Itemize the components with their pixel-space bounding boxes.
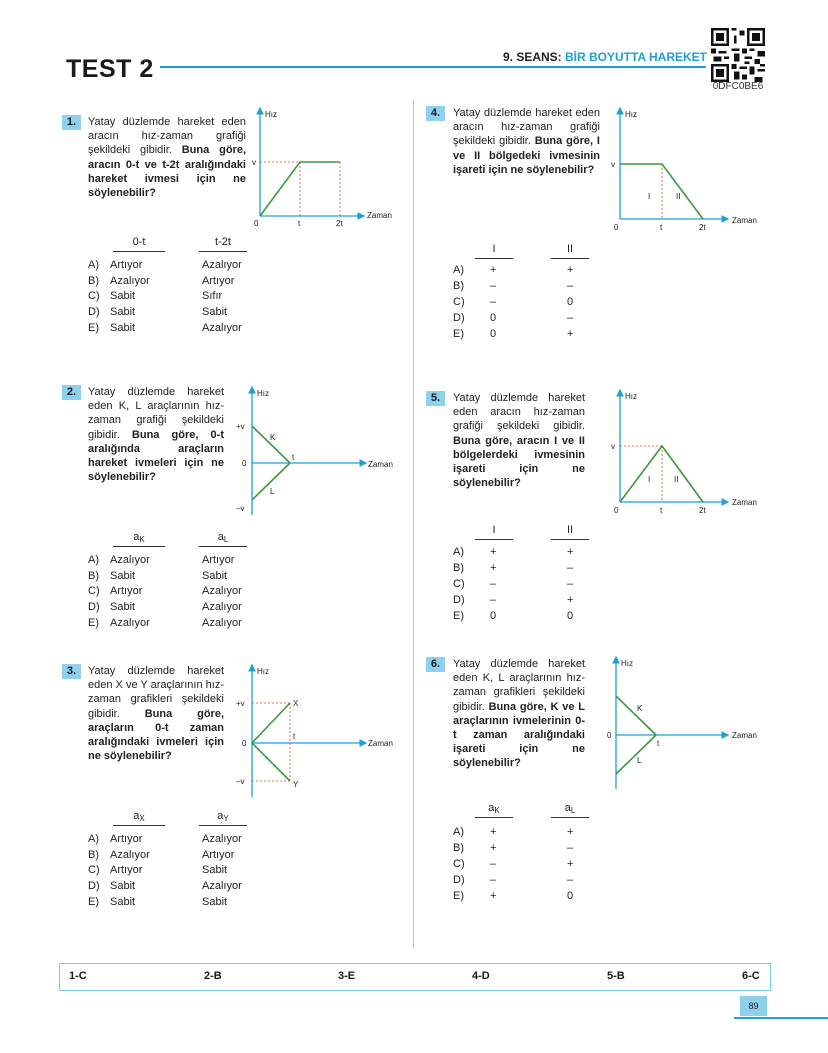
answer-1: 1-C [69, 970, 87, 982]
option-value: – [490, 874, 497, 886]
option-value: Sabit [110, 895, 136, 908]
label-x: X [293, 699, 299, 708]
option-value: Artıyor [110, 259, 143, 271]
column-underline [113, 825, 165, 826]
column-header: 0-t [132, 236, 146, 248]
option-value: Azalıyor [202, 880, 242, 893]
column-underline [199, 546, 247, 547]
question-4-options [453, 243, 653, 353]
option-value: Azalıyor [110, 554, 150, 566]
option-letter: A) [453, 546, 464, 558]
option-value: + [567, 546, 574, 558]
question-6-graph [604, 653, 774, 793]
axis-time: Zaman [367, 211, 392, 220]
option-value: Azalıyor [110, 616, 150, 629]
option-letter: C) [453, 858, 465, 870]
question-1-options [88, 236, 288, 346]
column-header: $a_L$ [564, 802, 576, 815]
axis-speed: Hız [257, 389, 269, 398]
session-topic: BİR BOYUTTA HAREKET [565, 50, 707, 64]
question-1-text [88, 115, 246, 200]
label-plus-v: +v [236, 699, 245, 708]
label-t: t [293, 732, 296, 741]
question-2-graph [232, 383, 402, 519]
option-value: 0 [567, 296, 574, 308]
option-letter: D) [88, 306, 100, 319]
label-plus-v: +v [236, 422, 245, 431]
option-letter: C) [453, 296, 465, 308]
region-i: I [648, 475, 651, 484]
axis-time: Zaman [368, 460, 393, 469]
question-3-graph [232, 661, 402, 801]
option-value: Sabit [110, 321, 136, 334]
label-v: v [611, 160, 615, 169]
option-value: Azalıyor [202, 601, 242, 614]
option-letter: A) [88, 833, 99, 845]
axis-speed: Hız [265, 110, 277, 119]
label-zero: 0 [254, 219, 259, 228]
option-value: Sabit [202, 864, 228, 877]
option-value: Sabit [110, 569, 136, 582]
option-value: Sabit [202, 895, 228, 908]
option-value: – [490, 594, 497, 606]
region-ii: II [676, 192, 681, 201]
option-letter: B) [88, 569, 99, 582]
axis-speed: Hız [257, 667, 269, 676]
question-number-6: 6. [426, 657, 445, 672]
option-value: Azalıyor [202, 585, 242, 598]
label-minus-v: –v [236, 504, 245, 513]
option-value: Artıyor [202, 848, 235, 861]
option-letter: D) [453, 594, 465, 606]
option-value: Sıfır [202, 290, 223, 303]
option-letter: C) [88, 864, 100, 877]
option-value: – [567, 874, 574, 886]
axis-speed: Hız [625, 392, 637, 401]
label-t: t [657, 739, 660, 748]
option-value: Sabit [110, 880, 136, 893]
option-value: – [490, 578, 497, 590]
label-t: t [660, 223, 663, 232]
label-2t: 2t [699, 223, 706, 232]
column-header: I [492, 524, 496, 536]
option-value: Artıyor [202, 274, 235, 287]
page-number: 89 [740, 996, 767, 1016]
option-value: + [490, 890, 497, 902]
header-rule [160, 66, 706, 68]
option-letter: A) [453, 264, 464, 276]
question-5-options [453, 524, 653, 634]
column-underline [475, 817, 513, 818]
answer-6: 6-C [742, 970, 760, 982]
axis-speed: Hız [625, 110, 637, 119]
question-6-stem: Yatay düzlemde hareket eden K, L araçlarının hız-zaman grafikleri şekildeki gibidir. [453, 658, 585, 713]
column-header: I [492, 243, 496, 255]
question-5-prompt: Buna göre, aracın I ve II bölgelerdeki ivmesinin işareti için ne söylenebilir? [453, 434, 585, 490]
column-underline [475, 258, 513, 259]
column-underline [475, 539, 513, 540]
option-value: 0 [490, 328, 497, 340]
option-value: – [490, 296, 497, 308]
answer-4: 4-D [472, 970, 490, 982]
option-value: 0 [490, 610, 497, 622]
option-value: – [490, 280, 497, 292]
option-letter: E) [88, 895, 99, 908]
region-ii: II [674, 475, 679, 484]
answer-5: 5-B [607, 970, 625, 982]
option-value: – [567, 578, 574, 590]
question-4-graph [606, 104, 776, 236]
column-header: II [566, 243, 574, 255]
question-6-options [453, 802, 653, 912]
option-letter: D) [88, 601, 100, 614]
column-header: t-2t [215, 236, 231, 248]
column-underline [113, 546, 165, 547]
question-6-prompt: Buna göre, K ve L araçlarının ivmelerinin 0-t zaman aralığındaki işareti için ne söylenebilir? [453, 700, 585, 770]
option-letter: D) [453, 312, 465, 324]
option-value: Sabit [202, 569, 228, 582]
question-2-options [88, 531, 288, 641]
option-value: 0 [490, 312, 497, 324]
label-l: L [270, 487, 275, 496]
answer-2: 2-B [204, 970, 222, 982]
question-number-1: 1. [62, 115, 81, 130]
option-letter: B) [88, 274, 99, 287]
label-t: t [660, 506, 663, 515]
option-value: Artıyor [110, 585, 143, 598]
option-value: + [567, 594, 574, 606]
label-zero: 0 [242, 459, 247, 468]
option-value: 0 [567, 610, 574, 622]
question-3-prompt: Buna göre, araçların 0-t zaman aralığındaki ivmeleri için ne söylenebilir? [88, 707, 224, 763]
option-value: + [567, 328, 574, 340]
question-5-stem: Yatay düzlemde hareket eden aracın hız-zaman grafiği şekildeki gibidir. [453, 392, 585, 433]
option-letter: C) [88, 585, 100, 598]
question-number-4: 4. [426, 106, 445, 121]
test-title: TEST 2 [66, 55, 154, 83]
question-number-3: 3. [62, 664, 81, 679]
column-underline [551, 539, 589, 540]
option-value: Sabit [110, 306, 136, 319]
column-underline [551, 817, 589, 818]
option-value: + [567, 826, 574, 838]
question-3-stem: Yatay düzlemde hareket eden X ve Y araçlarının hız-zaman grafikleri şekildeki gibidir. [88, 665, 224, 720]
option-letter: E) [453, 890, 464, 902]
option-letter: C) [88, 290, 100, 303]
option-value: + [490, 546, 497, 558]
option-letter: E) [453, 328, 464, 340]
option-value: – [567, 842, 574, 854]
column-header: $a_Y$ [217, 810, 229, 823]
answer-key [59, 963, 771, 991]
column-underline [113, 251, 165, 252]
option-letter: A) [453, 826, 464, 838]
label-v: v [252, 158, 256, 167]
axis-time: Zaman [732, 498, 757, 507]
option-value: + [567, 858, 574, 870]
option-value: Azalıyor [202, 321, 242, 334]
option-value: Azalıyor [110, 848, 150, 861]
axis-time: Zaman [368, 739, 393, 748]
option-letter: B) [453, 280, 464, 292]
session-title [503, 50, 707, 64]
question-5-graph [606, 386, 776, 518]
label-v: v [611, 442, 615, 451]
option-value: + [490, 826, 497, 838]
label-t: t [298, 219, 301, 228]
option-value: Artıyor [110, 833, 143, 845]
question-2-prompt: Buna göre, 0-t aralığında araçların hareket ivmeleri için ne söylenebilir? [88, 428, 224, 484]
label-y: Y [293, 780, 299, 789]
question-1-stem: Yatay düzlemde hareket eden aracın hız-zaman grafiği şekildeki gibidir. [88, 116, 246, 157]
option-letter: D) [88, 880, 100, 893]
option-value: Sabit [110, 290, 136, 303]
option-letter: A) [88, 554, 99, 566]
question-3-text [88, 664, 224, 763]
question-number-2: 2. [62, 385, 81, 400]
option-value: + [490, 562, 497, 574]
label-minus-v: –v [236, 777, 245, 786]
option-value: Artıyor [202, 554, 235, 566]
column-header: II [566, 524, 574, 536]
option-value: Azalıyor [110, 274, 150, 287]
label-zero: 0 [607, 731, 612, 740]
question-5-text [453, 391, 585, 490]
option-value: Azalıyor [202, 616, 242, 629]
label-l: L [637, 756, 642, 765]
option-value: – [567, 280, 574, 292]
option-letter: E) [88, 616, 99, 629]
qr-code-icon[interactable] [711, 28, 765, 82]
option-letter: E) [88, 321, 99, 334]
option-value: Azalıyor [202, 259, 242, 271]
question-4-text [453, 106, 600, 177]
option-letter: B) [453, 562, 464, 574]
label-t: t [292, 453, 295, 462]
option-value: Azalıyor [202, 833, 242, 845]
option-value: – [567, 562, 574, 574]
option-value: – [567, 312, 574, 324]
question-6-text [453, 657, 585, 771]
option-value: + [567, 264, 574, 276]
label-2t: 2t [699, 506, 706, 515]
column-header: $a_K$ [133, 531, 145, 544]
column-header: $a_K$ [488, 802, 500, 815]
option-value: – [490, 858, 497, 870]
label-zero: 0 [242, 739, 247, 748]
option-letter: B) [453, 842, 464, 854]
label-zero: 0 [614, 506, 619, 515]
option-value: 0 [567, 890, 574, 902]
question-2-text [88, 385, 224, 484]
option-value: Artıyor [110, 864, 143, 877]
answer-3: 3-E [338, 970, 356, 982]
question-2-stem: Yatay düzlemde hareket eden K, L araçlarının hız-zaman grafiği şekildeki gibidir. [88, 386, 224, 441]
axis-time: Zaman [732, 731, 757, 740]
option-letter: A) [88, 259, 99, 271]
question-1-prompt: Buna göre, aracın 0-t ve t-2t aralığındaki hareket ivmesi için ne söylenebilir? [88, 144, 246, 200]
option-letter: E) [453, 610, 464, 622]
option-value: Sabit [110, 601, 136, 614]
label-2t: 2t [336, 219, 343, 228]
question-4-prompt: Buna göre, I ve II bölgedeki ivmesinin işareti için ne söylenebilir? [453, 135, 600, 176]
question-3-options [88, 810, 288, 920]
axis-time: Zaman [732, 216, 757, 225]
option-value: + [490, 842, 497, 854]
question-1-graph [248, 104, 404, 234]
label-k: K [270, 433, 276, 442]
session-prefix: 9. SEANS: [502, 50, 565, 64]
column-underline [199, 251, 247, 252]
axis-speed: Hız [621, 659, 633, 668]
question-4-stem: Yatay düzlemde hareket eden aracın hız-zaman grafiği şekildeki gibidir. [453, 107, 600, 148]
option-value: Sabit [202, 306, 228, 319]
column-header: $a_X$ [133, 810, 145, 823]
column-divider [413, 100, 414, 948]
label-k: K [637, 704, 643, 713]
option-letter: B) [88, 848, 99, 861]
qr-code-label: 0DFC0BE6 [712, 81, 764, 92]
label-zero: 0 [614, 223, 619, 232]
column-header: $a_L$ [217, 531, 229, 544]
column-underline [551, 258, 589, 259]
question-number-5: 5. [426, 391, 445, 406]
option-letter: D) [453, 874, 465, 886]
option-value: + [490, 264, 497, 276]
column-underline [199, 825, 247, 826]
option-letter: C) [453, 578, 465, 590]
page-number-rule [734, 1017, 828, 1019]
region-i: I [648, 192, 651, 201]
